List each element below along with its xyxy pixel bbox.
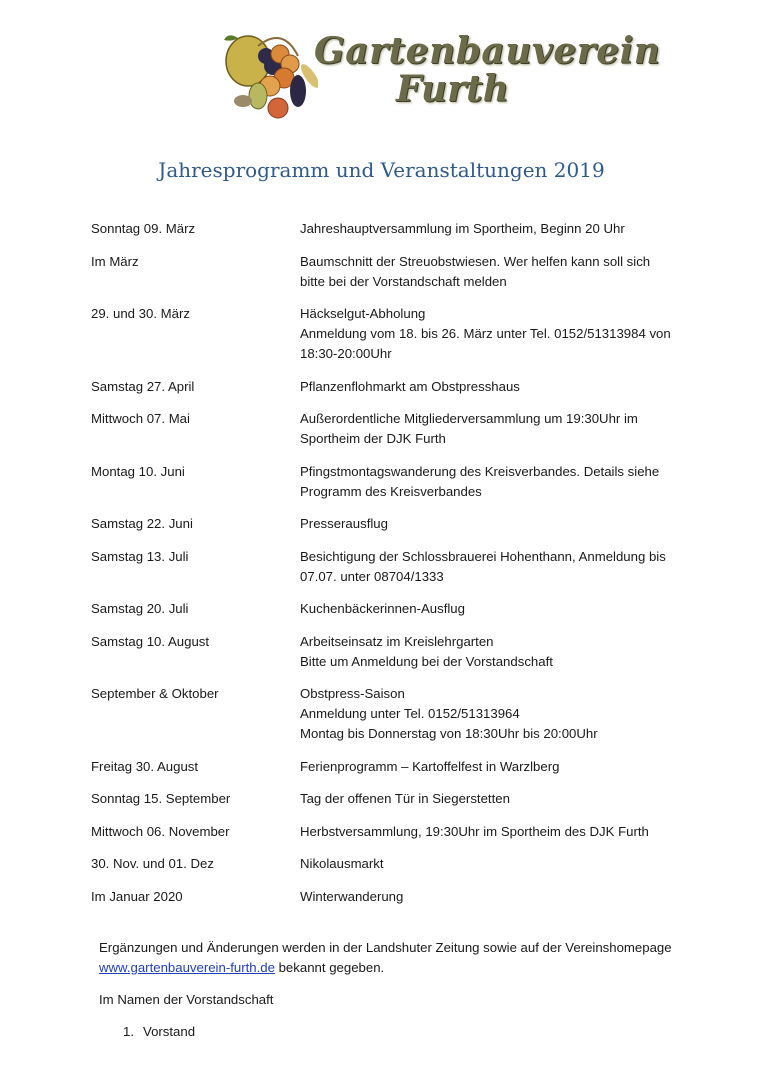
event-row xyxy=(91,514,691,534)
event-description-line: Winterwanderung xyxy=(300,888,404,904)
event-description xyxy=(300,684,691,744)
event-description-line: Nikolausmarkt xyxy=(300,856,384,871)
club-logo xyxy=(218,26,661,126)
event-description-line: Ferienprogramm – Kartoffelfest in Warzlberg xyxy=(300,758,560,774)
event-description-line: Jahreshauptversammlung im Sportheim, Beginn 20 Uhr xyxy=(300,221,625,236)
events-list xyxy=(91,219,691,919)
event-date: Im März xyxy=(91,253,139,269)
event-row xyxy=(91,632,691,672)
event-row xyxy=(91,409,691,449)
event-row xyxy=(91,757,691,777)
event-description xyxy=(300,409,691,449)
logo-text-line1: Gartenbauverein xyxy=(314,30,661,72)
event-description-line: Herbstversammlung, 19:30Uhr im Sportheim des DJK Furth xyxy=(300,823,649,839)
page-title: Jahresprogramm und Veranstaltungen 2019 xyxy=(158,158,605,182)
event-description xyxy=(300,757,691,777)
event-description xyxy=(300,377,691,397)
notice-text-end: bekannt gegeben. xyxy=(274,960,385,975)
event-row xyxy=(91,854,691,874)
event-description-line: Presserausflug xyxy=(300,516,388,531)
event-description xyxy=(300,854,691,874)
event-description-line: Außerordentliche Mitgliederversammlung um 19:30Uhr im xyxy=(300,411,638,426)
event-description xyxy=(300,789,691,809)
event-description-line: Kuchenbäckerinnen-Ausflug xyxy=(300,601,465,616)
event-description xyxy=(300,304,691,364)
event-description xyxy=(300,887,691,907)
event-description-line: Programm des Kreisverbandes xyxy=(300,483,482,499)
event-date: 30. Nov. und 01. Dez xyxy=(91,856,214,871)
list-item: Vorstand xyxy=(143,1024,196,1039)
event-description-line: Montag bis Donnerstag von 18:30Uhr bis 20:00Uhr xyxy=(300,726,598,741)
event-date: Samstag 13. Juli xyxy=(91,548,189,564)
event-description xyxy=(300,599,691,619)
event-description xyxy=(300,462,691,502)
event-description-line: Pfingstmontagswanderung des Kreisverbandes. Details siehe xyxy=(300,463,660,479)
event-row xyxy=(91,822,691,842)
event-description-line: Anmeldung unter Tel. 0152/51313964 xyxy=(300,706,520,721)
event-date: Freitag 30. August xyxy=(91,758,199,774)
signature-list xyxy=(99,1022,719,1042)
logo-text-line2: Furth xyxy=(396,68,509,110)
event-date: Samstag 20. Juli xyxy=(91,601,189,616)
event-description xyxy=(300,514,691,534)
event-description-line: 07.07. unter 08704/1333 xyxy=(300,568,444,584)
event-description xyxy=(300,219,691,239)
event-description-line: bitte bei der Vorstandschaft melden xyxy=(300,273,507,289)
event-description-line: Arbeitseinsatz im Kreislehrgarten xyxy=(300,633,494,649)
event-row xyxy=(91,462,691,502)
event-row xyxy=(91,887,691,907)
fruit-basket-icon xyxy=(218,26,318,126)
event-date: Mittwoch 07. Mai xyxy=(91,411,190,426)
list-number: 1. xyxy=(123,1024,134,1039)
event-description-line: Sportheim der DJK Furth xyxy=(300,431,446,446)
event-description xyxy=(300,252,691,292)
event-date: Mittwoch 06. November xyxy=(91,823,230,839)
event-description xyxy=(300,822,691,842)
event-row xyxy=(91,377,691,397)
event-date: Samstag 10. August xyxy=(91,633,210,649)
event-description-line: Baumschnitt der Streuobstwiesen. Wer helfen kann soll sich xyxy=(300,253,651,269)
signoff: Im Namen der Vorstandschaft xyxy=(99,992,274,1007)
event-date: Samstag 22. Juni xyxy=(91,516,193,531)
event-description-line: Häckselgut-Abholung xyxy=(300,306,426,321)
event-description xyxy=(300,632,691,672)
event-date: Im Januar 2020 xyxy=(91,888,183,904)
event-date: Sonntag 09. März xyxy=(91,221,196,236)
event-description-line: Besichtigung der Schlossbrauerei Hohenthann, Anmeldung bis xyxy=(300,548,666,564)
event-description-line: Bitte um Anmeldung bei der Vorstandschaft xyxy=(300,653,553,669)
event-row xyxy=(91,304,691,364)
event-row xyxy=(91,599,691,619)
event-row xyxy=(91,684,691,744)
event-date: Samstag 27. April xyxy=(91,378,195,394)
footer xyxy=(99,938,719,1042)
event-row xyxy=(91,219,691,239)
homepage-link[interactable]: www.gartenbauverein-furth.de xyxy=(99,960,275,975)
event-row xyxy=(91,547,691,587)
event-description-line: Obstpress-Saison xyxy=(300,686,405,701)
event-description-line: Anmeldung vom 18. bis 26. März unter Tel. 0152/51313984 von xyxy=(300,326,671,341)
event-description-line: Tag der offenen Tür in Siegerstetten xyxy=(300,791,510,806)
event-description-line: 18:30-20:00Uhr xyxy=(300,346,392,361)
notice-text: Ergänzungen und Änderungen werden in der Landshuter Zeitung sowie auf der Vereinshomepage xyxy=(99,940,672,955)
event-row xyxy=(91,252,691,292)
event-row xyxy=(91,789,691,809)
event-date: Sonntag 15. September xyxy=(91,791,231,806)
event-description-line: Pflanzenflohmarkt am Obstpresshaus xyxy=(300,378,520,394)
update-notice xyxy=(99,938,719,978)
event-description xyxy=(300,547,691,587)
event-date: Montag 10. Juni xyxy=(91,463,185,479)
event-date: 29. und 30. März xyxy=(91,306,190,321)
event-date: September & Oktober xyxy=(91,686,219,701)
